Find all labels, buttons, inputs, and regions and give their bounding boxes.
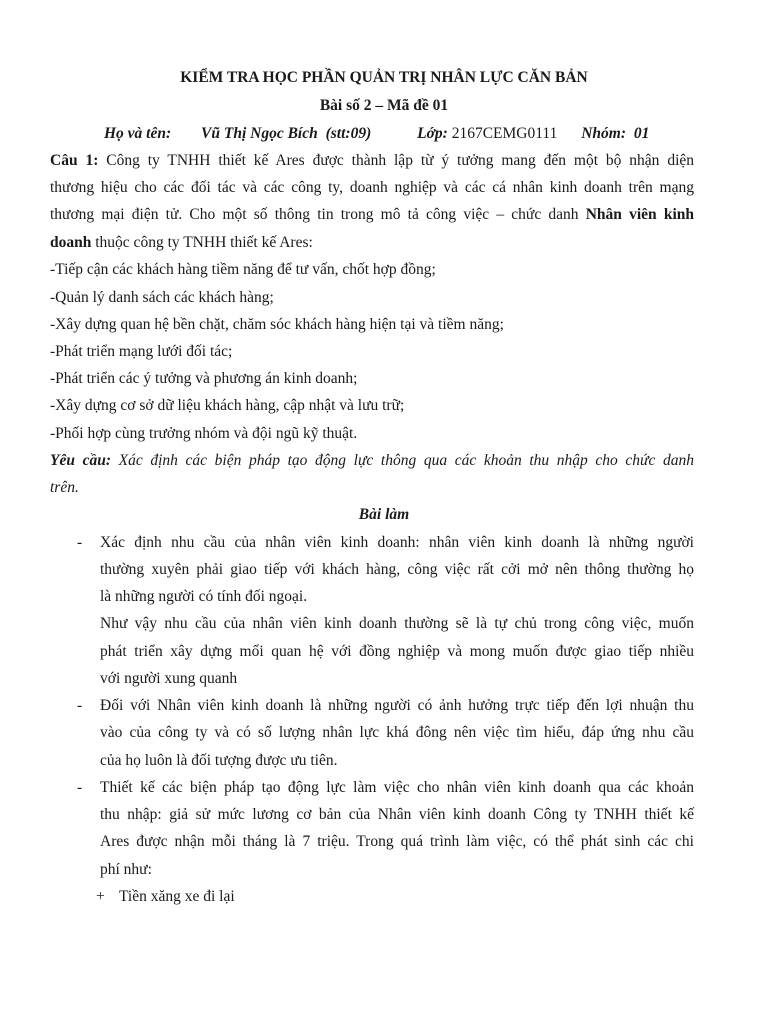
bullet-dash: - xyxy=(77,534,83,551)
duty-item: -Tiếp cận các khách hàng tiềm năng để tư vấn, chốt hợp đồng; xyxy=(50,261,436,278)
page-title: KIỂM TRA HỌC PHẦN QUẢN TRỊ NHÂN LỰC CĂN BẢN xyxy=(180,69,588,86)
answer-line: với người xung quanh xyxy=(100,670,238,687)
question-label: Câu 1: xyxy=(50,152,99,169)
name-label: Họ và tên: xyxy=(104,125,172,142)
question-line xyxy=(50,151,694,171)
class-label: Lớp: xyxy=(417,125,448,142)
answer-line: Ares được nhận mỗi tháng là 7 triệu. Trong quá trình làm việc, có thể phát sinh các chi xyxy=(100,833,694,850)
duty-item: -Xây dựng quan hệ bền chặt, chăm sóc khách hàng hiện tại và tiềm năng; xyxy=(50,316,504,333)
requirement-label: Yêu cầu: xyxy=(50,452,112,469)
answer-line: của họ luôn là đối tượng được ưu tiên. xyxy=(100,752,338,769)
duty-item: -Quản lý danh sách các khách hàng; xyxy=(50,289,274,306)
duty-item: -Phát triển các ý tưởng và phương án kinh doanh; xyxy=(50,370,358,387)
answer-line: phí như: xyxy=(100,861,152,878)
bullet-dash: - xyxy=(77,697,83,714)
answer-heading: Bài làm xyxy=(358,506,410,523)
answer-line: phát triển xây dựng mối quan hệ với đồng nghiệp và mong muốn được giao tiếp nhiều xyxy=(100,643,694,660)
answer-line: Thiết kế các biện pháp tạo động lực làm việc cho nhân viên kinh doanh qua các khoản xyxy=(100,779,694,796)
question-line xyxy=(50,205,694,225)
answer-line: là những người có tính đối ngoại. xyxy=(100,588,308,605)
group-value: 01 xyxy=(633,125,650,142)
requirement-text: Xác định các biện pháp tạo động lực thông qua các khoản thu nhập cho chức danh xyxy=(118,452,695,469)
job-title: doanh xyxy=(50,234,92,251)
bullet-plus: + xyxy=(96,888,105,905)
answer-line: vào của công ty và có số lượng nhân lực khá đông nên việc tìm hiểu, đáp ứng nhu cầu xyxy=(100,724,694,741)
exam-code: Bài số 2 – Mã đề 01 xyxy=(319,97,449,114)
answer-line: Như vậy nhu cầu của nhân viên kinh doanh thường sẽ là tự chủ trong công việc, muốn xyxy=(100,615,694,632)
sub-item: Tiền xăng xe đi lại xyxy=(119,888,235,905)
requirement-line xyxy=(50,451,694,471)
answer-line: Xác định nhu cầu của nhân viên kinh doanh: nhân viên kinh doanh là những người xyxy=(100,534,694,551)
question-text: thuộc công ty TNHH thiết kế Ares: xyxy=(91,234,313,251)
answer-line: Đối với Nhân viên kinh doanh là những người có ảnh hưởng trực tiếp đến lợi nhuận thu xyxy=(100,697,694,714)
duty-item: -Xây dựng cơ sở dữ liệu khách hàng, cập nhật và lưu trữ; xyxy=(50,397,405,414)
requirement-line: trên. xyxy=(50,479,79,496)
question-text: Công ty TNHH thiết kế Ares được thành lập từ ý tưởng mang đến một bộ nhận diện xyxy=(106,152,695,169)
duty-item: -Phối hợp cùng trưởng nhóm và đội ngũ kỹ thuật. xyxy=(50,425,358,442)
student-name: Vũ Thị Ngọc Bích xyxy=(201,125,318,142)
answer-line: thường xuyên phải giao tiếp với khách hàng, công việc rất cởi mở nên thông thường họ xyxy=(100,561,694,578)
question-line xyxy=(50,233,313,253)
question-line: thương hiệu cho các đối tác và các công ty, doanh nghiệp và các cá nhân kinh doanh trên mạng xyxy=(50,179,694,196)
duty-item: -Phát triển mạng lưới đối tác; xyxy=(50,343,233,360)
group-label: Nhóm: xyxy=(581,125,627,142)
student-stt: (stt:09) xyxy=(325,125,372,142)
question-text: thương mại điện tử. Cho một số thông tin trong mô tả công việc – chức danh xyxy=(50,206,586,223)
bullet-dash: - xyxy=(77,779,83,796)
answer-line: thu nhập: giả sử mức lương cơ bản của Nhân viên kinh doanh Công ty TNHH thiết kế xyxy=(100,806,694,823)
class-value: 2167CEMG0111 xyxy=(451,125,558,142)
job-title: Nhân viên kinh xyxy=(585,206,694,223)
student-info xyxy=(104,124,649,144)
